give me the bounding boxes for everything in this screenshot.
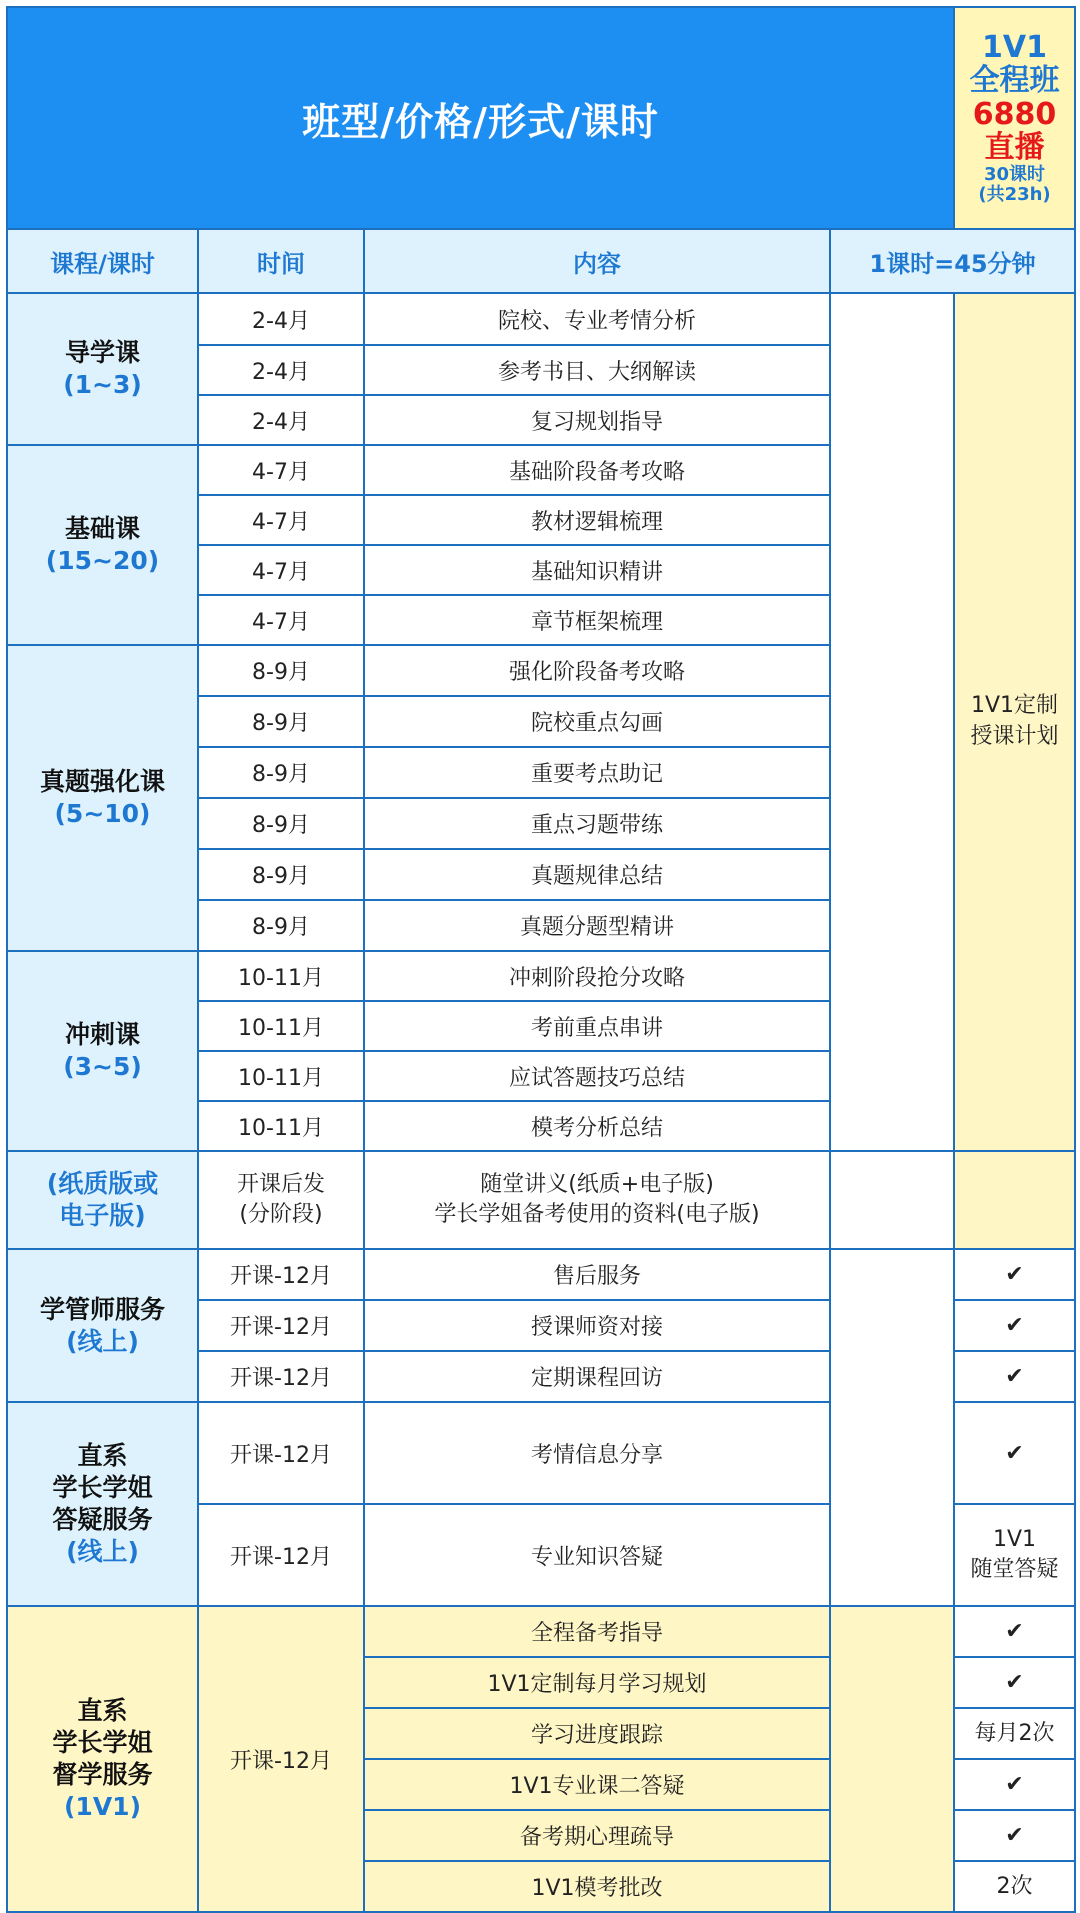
time-cell: 2-4月	[198, 293, 364, 345]
time-cell: 开课后发 (分阶段)	[198, 1151, 364, 1249]
time-cell: 开课-12月	[198, 1402, 364, 1504]
time-cell: 4-7月	[198, 445, 364, 495]
time-cell: 开课-12月	[198, 1249, 364, 1300]
check-icon: ✔	[954, 1351, 1075, 1402]
course-plan-cell: 1V1定制 授课计划	[954, 293, 1075, 1151]
content-cell: 应试答题技巧总结	[364, 1051, 830, 1101]
time-cell: 8-9月	[198, 645, 364, 696]
plan-mode: 直播	[984, 130, 1045, 166]
content-cell: 考前重点串讲	[364, 1001, 830, 1051]
time-cell: 10-11月	[198, 1051, 364, 1101]
category-material: (纸质版或 电子版)	[7, 1151, 198, 1249]
content-cell: 授课师资对接	[364, 1300, 830, 1351]
time-cell: 开课-12月	[198, 1300, 364, 1351]
content-cell: 冲刺阶段抢分攻略	[364, 951, 830, 1001]
time-cell: 10-11月	[198, 1101, 364, 1151]
time-cell: 开课-12月	[198, 1606, 364, 1912]
time-cell: 8-9月	[198, 798, 364, 849]
check-icon: ✔	[954, 1810, 1075, 1861]
content-cell: 全程备考指导	[364, 1606, 830, 1657]
category-manager: 学管师服务 (线上)	[7, 1249, 198, 1402]
content-cell: 重点习题带练	[364, 798, 830, 849]
frequency-mark: 每月2次	[954, 1708, 1075, 1759]
content-cell: 强化阶段备考攻略	[364, 645, 830, 696]
plan-price-card	[954, 7, 1075, 229]
check-icon: ✔	[954, 1402, 1075, 1504]
plan-hours: 30课时	[983, 164, 1046, 186]
time-cell: 开课-12月	[198, 1504, 364, 1606]
mark-cell	[954, 1151, 1075, 1249]
blank-col	[830, 293, 954, 1151]
plan-total: (共23h)	[978, 184, 1051, 206]
content-cell: 基础阶段备考攻略	[364, 445, 830, 495]
time-cell: 4-7月	[198, 545, 364, 595]
time-cell: 4-7月	[198, 495, 364, 545]
content-cell: 教材逻辑梳理	[364, 495, 830, 545]
content-cell: 随堂讲义(纸质+电子版) 学长学姐备考使用的资料(电子版)	[364, 1151, 830, 1249]
content-cell: 备考期心理疏导	[364, 1810, 830, 1861]
time-cell: 8-9月	[198, 849, 364, 900]
content-cell: 章节框架梳理	[364, 595, 830, 645]
blank-cell	[830, 1249, 954, 1606]
time-cell: 2-4月	[198, 345, 364, 395]
qa-mark-cell: 1V1 随堂答疑	[954, 1504, 1075, 1606]
time-cell: 10-11月	[198, 1001, 364, 1051]
plan-name-1v1: 1V1	[982, 29, 1047, 65]
content-cell: 院校、专业考情分析	[364, 293, 830, 345]
table-title: 班型/价格/形式/课时	[7, 7, 954, 229]
category-real-exam: 真题强化课 (5~10)	[7, 645, 198, 951]
blank-cell	[830, 1606, 954, 1912]
time-cell: 4-7月	[198, 595, 364, 645]
check-icon: ✔	[954, 1300, 1075, 1351]
content-cell: 专业知识答疑	[364, 1504, 830, 1606]
col-header-course: 课程/课时	[7, 229, 198, 293]
content-cell: 考情信息分享	[364, 1402, 830, 1504]
col-header-content: 内容	[364, 229, 830, 293]
plan-name: 全程班	[969, 63, 1060, 99]
category-basic: 基础课 (15~20)	[7, 445, 198, 645]
check-icon: ✔	[954, 1657, 1075, 1708]
plan-price: 6880	[972, 96, 1057, 132]
time-cell: 10-11月	[198, 951, 364, 1001]
category-qa: 直系 学长学姐 答疑服务 (线上)	[7, 1402, 198, 1606]
content-cell: 重要考点助记	[364, 747, 830, 798]
time-cell: 8-9月	[198, 747, 364, 798]
content-cell: 参考书目、大纲解读	[364, 345, 830, 395]
content-cell: 1V1模考批改	[364, 1861, 830, 1912]
content-cell: 基础知识精讲	[364, 545, 830, 595]
blank-cell	[830, 1151, 954, 1249]
category-supervise: 直系 学长学姐 督学服务 (1V1)	[7, 1606, 198, 1912]
content-cell: 真题分题型精讲	[364, 900, 830, 951]
content-cell: 1V1定制每月学习规划	[364, 1657, 830, 1708]
check-icon: ✔	[954, 1759, 1075, 1810]
content-cell: 复习规划指导	[364, 395, 830, 445]
check-icon: ✔	[954, 1606, 1075, 1657]
content-cell: 学习进度跟踪	[364, 1708, 830, 1759]
content-cell: 真题规律总结	[364, 849, 830, 900]
content-cell: 定期课程回访	[364, 1351, 830, 1402]
check-icon: ✔	[954, 1249, 1075, 1300]
time-cell: 2-4月	[198, 395, 364, 445]
col-header-unit: 1课时=45分钟	[830, 229, 1075, 293]
time-cell: 开课-12月	[198, 1351, 364, 1402]
time-cell: 8-9月	[198, 696, 364, 747]
content-cell: 模考分析总结	[364, 1101, 830, 1151]
content-cell: 售后服务	[364, 1249, 830, 1300]
time-cell: 8-9月	[198, 900, 364, 951]
category-sprint: 冲刺课 (3~5)	[7, 951, 198, 1151]
course-table	[6, 6, 1076, 1913]
category-guide: 导学课 (1~3)	[7, 293, 198, 445]
frequency-mark: 2次	[954, 1861, 1075, 1912]
table-row	[7, 293, 1075, 345]
content-cell: 1V1专业课二答疑	[364, 1759, 830, 1810]
content-cell: 院校重点勾画	[364, 696, 830, 747]
col-header-time: 时间	[198, 229, 364, 293]
